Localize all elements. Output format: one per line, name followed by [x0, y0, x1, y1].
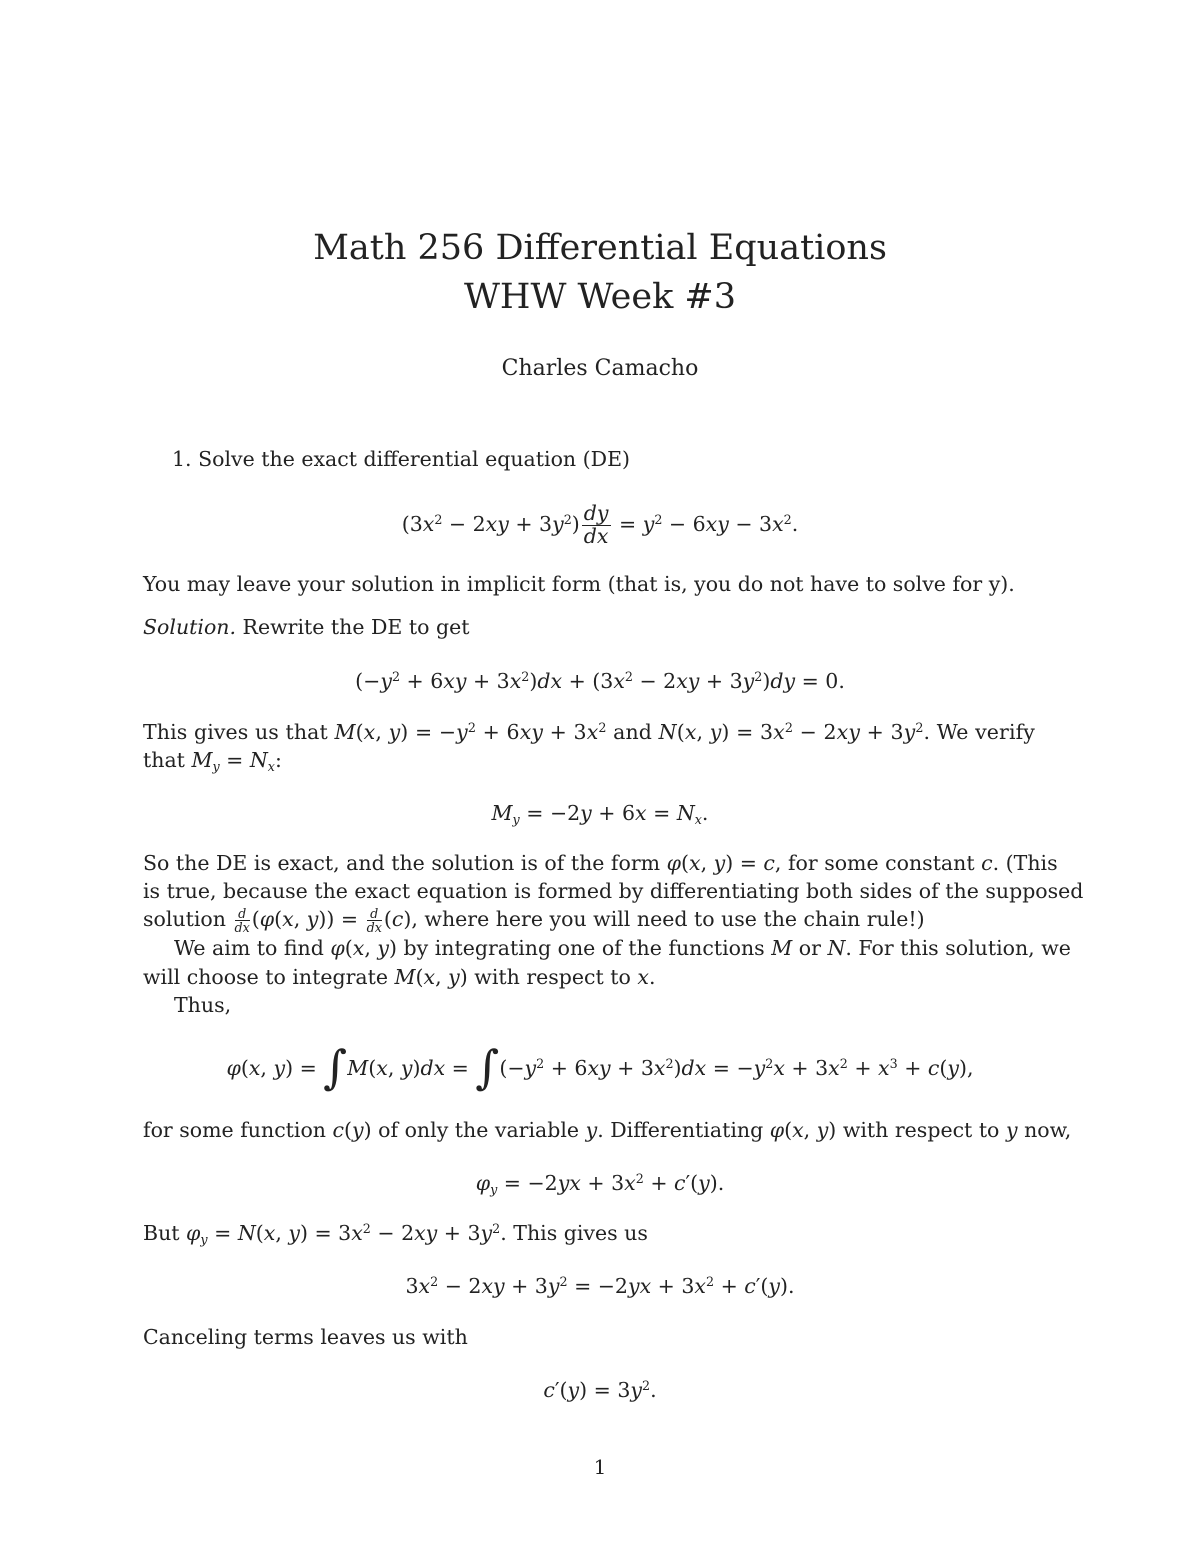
document-title: Math 256 Differential Equations: [313, 228, 887, 268]
exact-paragraph-line1: So the DE is exact, and the solution is of the form φ(x, y) = c, for some constant c. (This: [143, 851, 1058, 875]
author-name: Charles Camacho: [501, 356, 699, 381]
thus-text: Thus,: [174, 993, 232, 1017]
equation-phi-y: $\varphi_y = -2yx + 3x^2 + c'(y)$.: [475, 1171, 725, 1197]
exact-paragraph-line2: is true, because the exact equation is formed by differentiating both sides of the supposed: [143, 879, 1084, 903]
aim-line2: will choose to integrate M(x, y) with respect to x.: [143, 965, 656, 989]
mn-definition: This gives us that M(x, $y) = -y^2 + 6xy + 3x^2$ and N(x, $y) = 3x^2 - 2xy + 3y^2$. We verify: [143, 720, 1035, 744]
equation-integral: φ(x, y) = ∫M(x, $y)dx = \int(-y^2 + 6xy + 3x^2)dx = -y^2x + 3x^2 + x^3 + c(y)$,: [226, 1040, 974, 1094]
verify-line: that $M_y = N_x$:: [143, 748, 282, 774]
page-number: 1: [593, 1455, 607, 1479]
problem-text: Solve the exact differential equation (DE): [198, 447, 631, 471]
exact-paragraph-line3: solution $\frac{d}{dx}$ (φ(x, y)) = $\frac{d}{dx}$ (c), where here you will need to use the chain rule!): [143, 905, 925, 935]
equation-c-prime: $c'(y) = 3y^2$.: [543, 1378, 657, 1402]
but-line: But $\varphi_y = N(x$, $y) = 3x^2 - 2xy + 3y^2$. This gives us: [143, 1221, 648, 1247]
problem-statement: [172, 446, 630, 472]
document-subtitle: WHW Week #3: [463, 277, 737, 317]
aim-line1: We aim to find φ(x, y) by integrating one of the functions M or N. For this solution, we: [174, 936, 1071, 960]
equation-rewritten: $(-y^2 + 6xy + 3x^2)dx + (3x^2 - 2xy + 3y^2)dy = 0$.: [355, 669, 845, 693]
equation-de: $(3x^2 - 2xy + 3y^2)$ $\frac{dy}{dx}$ = $y^2 - 6xy - 3x^2$.: [401, 501, 799, 548]
canceling-text: Canceling terms leaves us with: [143, 1325, 468, 1349]
problem-number: 1.: [172, 447, 192, 471]
solution-intro: Solution. Rewrite the DE to get: [143, 615, 470, 639]
equation-equate: $3x^2 - 2xy + 3y^2 = -2yx + 3x^2 + c'(y)$.: [405, 1274, 795, 1298]
for-some-function-line: for some function c(y) of only the variable y. Differentiating φ(x, y) with respect to y now,: [143, 1118, 1072, 1142]
solution-label: Solution.: [143, 615, 237, 639]
equation-my-nx: $M_y = -2y + 6x = N_x$.: [491, 801, 709, 827]
implicit-note: You may leave your solution in implicit form (that is, you do not have to solve for y).: [143, 572, 1015, 596]
